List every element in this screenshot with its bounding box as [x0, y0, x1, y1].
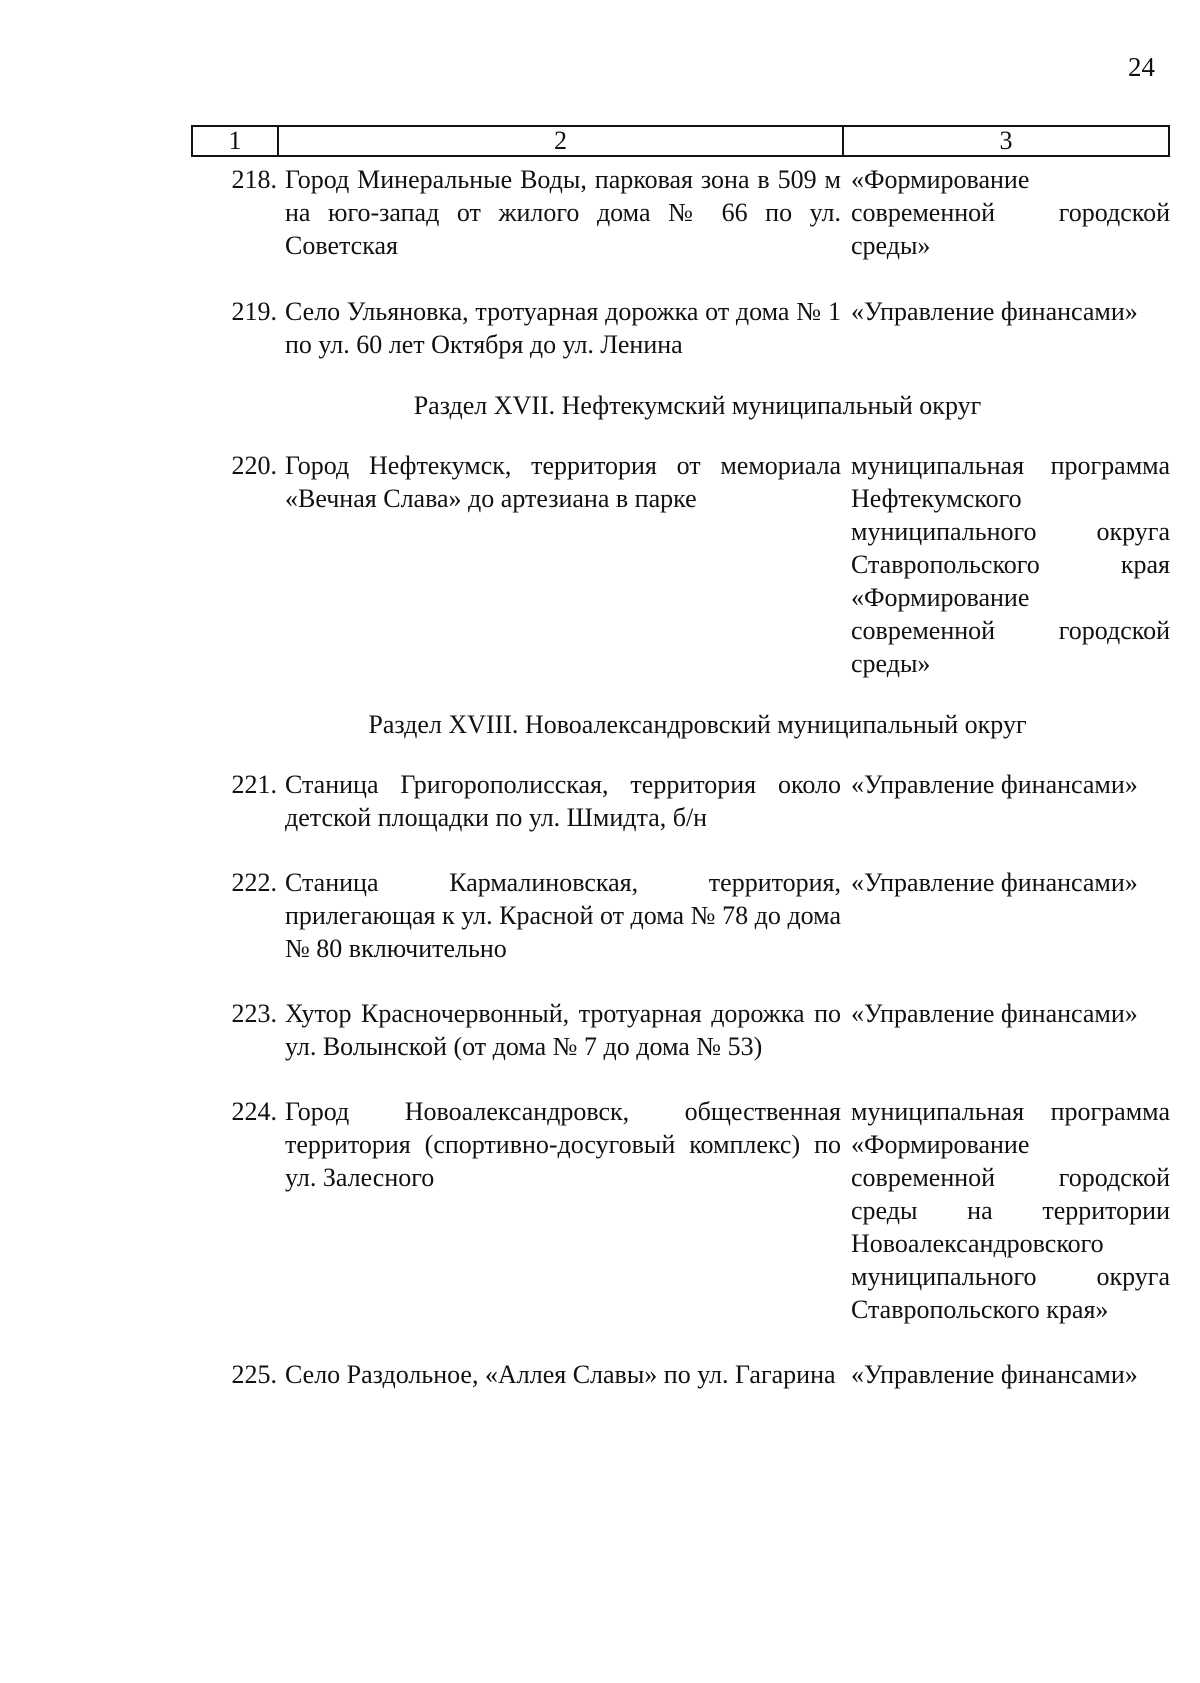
row-description: Село Раздольное, «Аллея Славы» по ул. Гагарина [285, 1360, 836, 1389]
row-program: муниципальная программа «Формирование современной городской среды на территории Новоалександровского муниципального округа Ставропольского края» [851, 1097, 1170, 1324]
page-number: 24 [1128, 52, 1155, 82]
row-number: 224. [231, 1097, 277, 1126]
row-program: «Управление финансами» [851, 868, 1138, 897]
column-header-3: 3 [999, 126, 1013, 155]
row-description: Село Ульяновка, тротуарная дорожка от дома № 1 по ул. 60 лет Октября до ул. Ленина [285, 297, 841, 359]
table-row [195, 1358, 1170, 1391]
row-number: 220. [231, 451, 277, 480]
row-program: «Управление финансами» [851, 1360, 1138, 1389]
row-description: Хутор Красночервонный, тротуарная дорожка по ул. Волынской (от дома № 7 до дома № 53) [285, 999, 841, 1061]
table-row [195, 768, 1170, 834]
row-description: Станица Кармалиновская, территория, прилегающая к ул. Красной от дома № 78 до дома № 80 включительно [285, 868, 841, 963]
row-description: Город Нефтекумск, территория от мемориала «Вечная Слава» до артезиана в парке [285, 451, 841, 513]
row-description: Город Новоалександровск, общественная территория (спортивно-досуговый комплекс) по ул. Залесного [285, 1097, 841, 1192]
row-number: 218. [231, 165, 277, 194]
column-header-1: 1 [193, 127, 279, 155]
row-number: 223. [231, 999, 277, 1028]
table-row [195, 449, 1170, 680]
section-heading: Раздел XVIII. Новоалександровский муниципальный округ [368, 710, 1027, 739]
row-program: «Формирование современной городской среды» [851, 165, 1170, 260]
row-description: Станица Григорополисская, территория около детской площадки по ул. Шмидта, б/н [285, 770, 841, 832]
table-row [195, 163, 1170, 262]
row-number: 221. [231, 770, 277, 799]
row-program: муниципальная программа Нефтекумского муниципального округа Ставропольского края «Формирование современной городской среды» [851, 451, 1170, 678]
row-program: «Управление финансами» [851, 999, 1138, 1028]
column-header-2: 2 [279, 127, 844, 155]
section-heading: Раздел XVII. Нефтекумский муниципальный округ [413, 391, 982, 420]
table-row [195, 997, 1170, 1063]
table-header-row [191, 125, 1170, 157]
row-description: Город Минеральные Воды, парковая зона в 509 м на юго-запад от жилого дома № 66 по ул. Советская [285, 165, 841, 260]
table-row [195, 295, 1170, 361]
table-row [195, 866, 1170, 965]
row-number: 225. [231, 1360, 277, 1389]
row-number: 219. [231, 297, 277, 326]
table-row [195, 1095, 1170, 1326]
row-program: «Управление финансами» [851, 770, 1138, 799]
row-program: «Управление финансами» [851, 297, 1138, 326]
row-number: 222. [231, 868, 277, 897]
document-body [195, 163, 1170, 1391]
